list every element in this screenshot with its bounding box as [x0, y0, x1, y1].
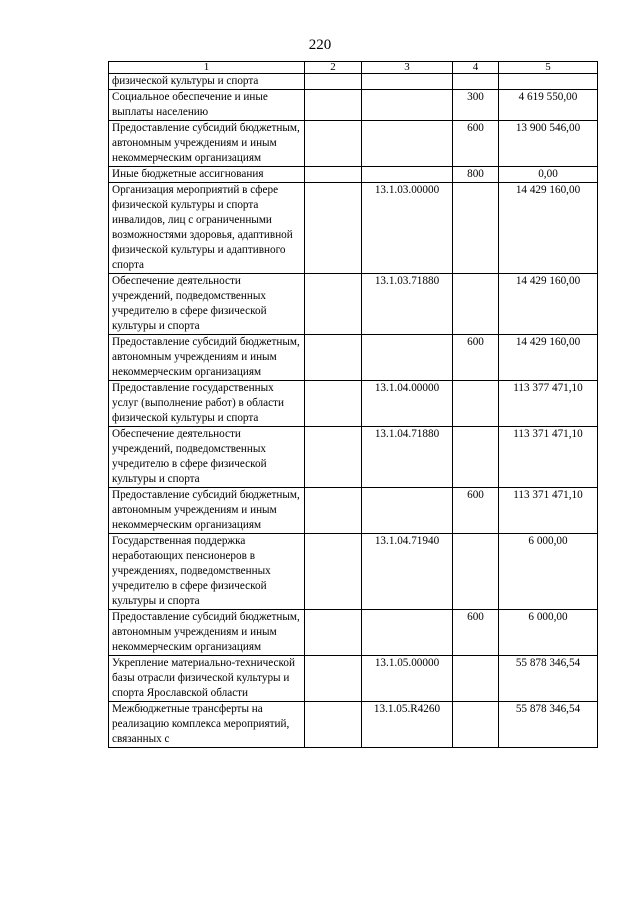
row-code-cell: 13.1.05.00000 — [362, 656, 453, 702]
row-code-cell — [362, 335, 453, 381]
column-header: 1 — [109, 62, 305, 74]
row-name-cell: Государственная поддержка неработающих пенсионеров в учреждениях, подведомственных учредителю в сфере физической культуры и спорта — [109, 534, 305, 610]
row-col2-cell — [305, 381, 362, 427]
row-name-cell: Предоставление субсидий бюджетным, автономным учреждениям и иным некоммерческим организациям — [109, 335, 305, 381]
row-code-cell: 13.1.04.71880 — [362, 427, 453, 488]
column-header: 3 — [362, 62, 453, 74]
row-code-cell — [362, 167, 453, 183]
table-row — [109, 534, 598, 610]
row-name-cell: Обеспечение деятельности учреждений, подведомственных учредителю в сфере физической культуры и спорта — [109, 274, 305, 335]
budget-table — [108, 61, 598, 748]
column-header: 4 — [453, 62, 499, 74]
row-col2-cell — [305, 427, 362, 488]
row-name-cell: Предоставление субсидий бюджетным, автономным учреждениям и иным некоммерческим организациям — [109, 610, 305, 656]
row-col2-cell — [305, 183, 362, 274]
table-row — [109, 488, 598, 534]
table-row — [109, 167, 598, 183]
row-code-cell — [362, 610, 453, 656]
row-name-cell: Обеспечение деятельности учреждений, подведомственных учредителю в сфере физической культуры и спорта — [109, 427, 305, 488]
row-amount-cell: 13 900 546,00 — [499, 121, 598, 167]
row-amount-cell: 14 429 160,00 — [499, 183, 598, 274]
row-code-cell — [362, 74, 453, 90]
row-amount-cell: 55 878 346,54 — [499, 702, 598, 748]
row-expense-type-cell — [453, 656, 499, 702]
row-amount-cell: 14 429 160,00 — [499, 274, 598, 335]
row-code-cell: 13.1.03.71880 — [362, 274, 453, 335]
row-amount-cell: 55 878 346,54 — [499, 656, 598, 702]
row-expense-type-cell: 600 — [453, 335, 499, 381]
row-expense-type-cell — [453, 381, 499, 427]
row-amount-cell: 6 000,00 — [499, 534, 598, 610]
row-col2-cell — [305, 534, 362, 610]
row-expense-type-cell — [453, 74, 499, 90]
table-row — [109, 381, 598, 427]
table-row — [109, 335, 598, 381]
row-name-cell: Организация мероприятий в сфере физической культуры и спорта инвалидов, лиц с ограниченными возможностями здоровья, адаптивной физической культуры и адаптивного спорта — [109, 183, 305, 274]
row-name-cell: Укрепление материально-технической базы отрасли физической культуры и спорта Ярославской области — [109, 656, 305, 702]
table-row — [109, 183, 598, 274]
row-code-cell — [362, 488, 453, 534]
table-row — [109, 274, 598, 335]
row-code-cell — [362, 90, 453, 121]
row-expense-type-cell — [453, 427, 499, 488]
row-expense-type-cell — [453, 534, 499, 610]
row-amount-cell: 6 000,00 — [499, 610, 598, 656]
row-code-cell: 13.1.05.R4260 — [362, 702, 453, 748]
row-amount-cell: 14 429 160,00 — [499, 335, 598, 381]
row-amount-cell: 0,00 — [499, 167, 598, 183]
table-row — [109, 702, 598, 748]
row-code-cell — [362, 121, 453, 167]
row-col2-cell — [305, 90, 362, 121]
row-col2-cell — [305, 610, 362, 656]
table-row — [109, 656, 598, 702]
row-code-cell: 13.1.04.00000 — [362, 381, 453, 427]
table-header-row — [109, 62, 598, 74]
row-expense-type-cell: 800 — [453, 167, 499, 183]
row-expense-type-cell: 300 — [453, 90, 499, 121]
row-expense-type-cell — [453, 183, 499, 274]
row-col2-cell — [305, 488, 362, 534]
row-expense-type-cell — [453, 702, 499, 748]
row-expense-type-cell: 600 — [453, 610, 499, 656]
row-name-cell: Предоставление субсидий бюджетным, автономным учреждениям и иным некоммерческим организациям — [109, 488, 305, 534]
row-name-cell: Предоставление субсидий бюджетным, автономным учреждениям и иным некоммерческим организациям — [109, 121, 305, 167]
table-row — [109, 610, 598, 656]
row-col2-cell — [305, 335, 362, 381]
row-name-cell: Межбюджетные трансферты на реализацию комплекса мероприятий, связанных с — [109, 702, 305, 748]
table-row — [109, 74, 598, 90]
row-name-cell: Иные бюджетные ассигнования — [109, 167, 305, 183]
row-code-cell: 13.1.03.00000 — [362, 183, 453, 274]
row-amount-cell: 4 619 550,00 — [499, 90, 598, 121]
row-expense-type-cell — [453, 274, 499, 335]
row-name-cell: физической культуры и спорта — [109, 74, 305, 90]
row-amount-cell: 113 371 471,10 — [499, 427, 598, 488]
column-header: 5 — [499, 62, 598, 74]
row-amount-cell: 113 371 471,10 — [499, 488, 598, 534]
row-col2-cell — [305, 167, 362, 183]
row-expense-type-cell: 600 — [453, 488, 499, 534]
row-expense-type-cell: 600 — [453, 121, 499, 167]
row-col2-cell — [305, 274, 362, 335]
row-code-cell: 13.1.04.71940 — [362, 534, 453, 610]
row-amount-cell: 113 377 471,10 — [499, 381, 598, 427]
row-col2-cell — [305, 702, 362, 748]
row-col2-cell — [305, 121, 362, 167]
row-col2-cell — [305, 656, 362, 702]
row-name-cell: Предоставление государственных услуг (выполнение работ) в области физической культуры и спорта — [109, 381, 305, 427]
row-name-cell: Социальное обеспечение и иные выплаты населению — [109, 90, 305, 121]
row-amount-cell — [499, 74, 598, 90]
table-row — [109, 90, 598, 121]
column-header: 2 — [305, 62, 362, 74]
table-row — [109, 427, 598, 488]
table-row — [109, 121, 598, 167]
row-col2-cell — [305, 74, 362, 90]
page-number: 220 — [308, 37, 332, 53]
